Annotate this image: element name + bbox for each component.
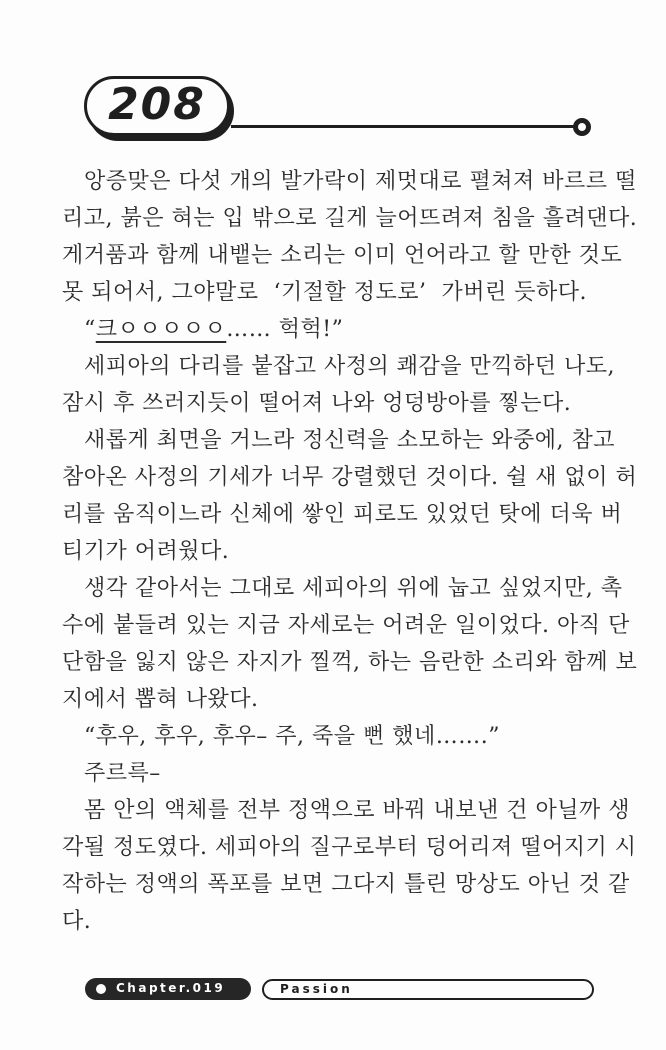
text-segment: 다. xyxy=(62,909,92,934)
text-line xyxy=(62,792,630,829)
text-segment: 게거품과 함께 내뱉는 소리는 이미 언어라고 할 만한 것도 xyxy=(62,243,623,268)
text-line xyxy=(62,829,637,866)
text-segment: 주르륵– xyxy=(84,761,161,786)
text-segment: 단함을 잃지 않은 자지가 찔꺽, 하는 음란한 소리와 함께 보 xyxy=(62,650,638,675)
text-line xyxy=(62,237,623,274)
text-line xyxy=(62,644,638,681)
text-segment: 수에 붙들려 있는 지금 자세로는 어려운 일이었다. 아직 단 xyxy=(62,613,630,638)
text-segment: 리를 움직이느라 신체에 쌓인 피로도 있었던 탓에 더욱 버 xyxy=(62,502,623,527)
text-line xyxy=(62,496,623,533)
text-line xyxy=(62,903,606,940)
text-segment: 세피아의 다리를 붙잡고 사정의 쾌감을 만끽하던 나도, xyxy=(84,354,615,379)
text-segment: 잠시 후 쓰러지듯이 떨어져 나와 엉덩방아를 찧는다. xyxy=(62,391,572,416)
text-line xyxy=(62,200,638,237)
section-label: Passion xyxy=(280,981,353,996)
text-line xyxy=(62,422,615,459)
text-segment: 각될 정도였다. 세피아의 질구로부터 덩어리져 떨어지기 시 xyxy=(62,835,637,860)
text-segment: 참아온 사정의 기세가 너무 강렬했던 것이다. 쉴 새 없이 허 xyxy=(62,465,638,490)
text-line xyxy=(62,348,615,385)
text-line xyxy=(62,570,623,607)
text-segment: 못 되어서, 그야말로 ‘기절할 정도로’ 가버린 듯하다. xyxy=(62,280,587,305)
text-line xyxy=(62,533,606,570)
section-badge xyxy=(262,979,594,1000)
text-line xyxy=(62,755,606,792)
chapter-badge xyxy=(85,978,251,1000)
text-line xyxy=(62,274,606,311)
text-line xyxy=(62,866,630,903)
text-segment: 작하는 정액의 폭포를 보면 그다지 틀린 망상도 아닌 것 같 xyxy=(62,872,630,897)
underlined-text: 크ㅇㅇㅇㅇㅇ xyxy=(95,317,227,342)
text-segment: 새롭게 최면을 거느라 정신력을 소모하는 와중에, 참고 xyxy=(84,428,615,453)
text-segment: 지에서 뽑혀 나왔다. xyxy=(62,687,259,712)
chapter-label: Chapter.019 xyxy=(116,981,226,995)
header-rule xyxy=(231,125,577,128)
text-line xyxy=(62,311,606,348)
bullet-dot-icon xyxy=(96,984,106,994)
text-segment: 리고, 붉은 혀는 입 밖으로 길게 늘어뜨려져 침을 흘려댄다. xyxy=(62,206,638,231)
text-line xyxy=(62,718,606,755)
page-number-badge xyxy=(84,76,230,136)
text-line xyxy=(62,459,638,496)
text-segment: 티기가 어려웠다. xyxy=(62,539,230,564)
text-segment: …… 헉헉!” xyxy=(226,317,344,342)
text-segment: 앙증맞은 다섯 개의 발가락이 제멋대로 펼쳐져 바르르 떨 xyxy=(84,169,637,194)
header-rule-end-ring-icon xyxy=(573,118,591,136)
text-segment: “후우, 후우, 후우– 주, 죽을 뻔 했네…….” xyxy=(84,724,500,749)
text-segment: “ xyxy=(84,317,96,342)
body-text xyxy=(62,163,638,940)
text-line xyxy=(62,607,630,644)
text-segment: 몸 안의 액체를 전부 정액으로 바꿔 내보낸 건 아닐까 생 xyxy=(84,798,630,823)
text-segment: 생각 같아서는 그대로 세피아의 위에 눕고 싶었지만, 촉 xyxy=(84,576,623,601)
page-number: 208 xyxy=(108,78,206,130)
text-line xyxy=(62,681,606,718)
text-line xyxy=(62,385,606,422)
text-line xyxy=(62,163,637,200)
